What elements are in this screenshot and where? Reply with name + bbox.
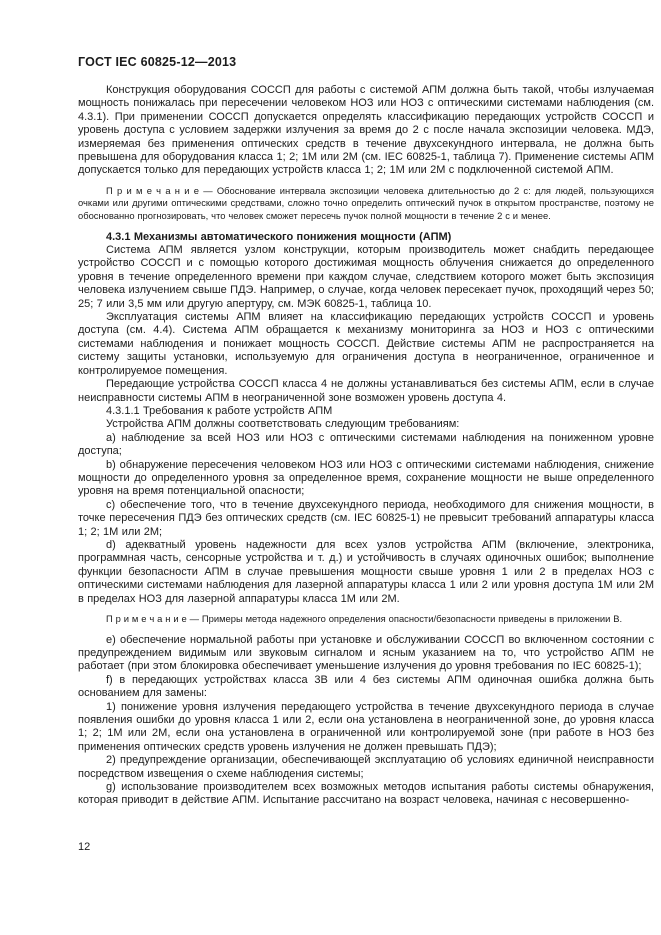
list-item-g: g) использование производителем всех возможных методов испытания работы системы обнаружения, которая приводит в действие АПМ. Испытание рассчитано на возраст человека, начиная с несовершенно-: [78, 781, 654, 807]
paragraph-apm-system: Система АПМ является узлом конструкции, которым производитель может снабдить передающее устройство СОССП и с помощью которого достижимая мощность облучения снижается до определенного уровня в течение определенного времени при каждом случае, следствием которого может быть экспозиция человека излучением свыше ПДЭ. Например, о случае, когда человек пересекает пучок, проходящий через 50; 25; 7 или 3,5 мм или другую апертуру, см. МЭК 60825-1, таблица 10.: [78, 244, 654, 310]
list-item-f-2: 2) предупреждение организации, обеспечивающей эксплуатацию об условиях единичной неисправности посредством извещения о схеме наблюдения системы;: [78, 754, 654, 780]
paragraph-class4-restriction: Передающие устройства СОССП класса 4 не должны устанавливаться без системы АПМ, если в случае неисправности системы АПМ в неограниченной зоне возможен уровень доступа 4.: [78, 378, 654, 404]
list-item-b: b) обнаружение пересечения человеком НОЗ или НОЗ с оптическими системами наблюдения, снижение мощности до определенного уровня за определенное время, сохранение мощности не выше определенного уровня на время потенциальной опасности;: [78, 458, 654, 498]
paragraph-apm-design: Конструкция оборудования СОССП для работы с системой АПМ должна быть такой, чтобы излучаемая мощность понижалась при пересечении человеком НОЗ или НОЗ с оптическими системами наблюдения (см. 4.3.1). При применении СОССП допускается определять классификацию передающих устройств СОССП и уровень доступа с условием задержки излучения за время до 2 с после начала экспозиции человека. МДЭ, измеряемая без применения оптических средств в течение двухсекундного интервала, не должна быть превышена для оборудования класса 1; 2; 1М или 2М (см. IEC 60825-1, таблица 7). Применение системы АПМ допускается только для передающих устройств класса 1; 2; 1М или 2М с подключенной системой АПМ.: [78, 84, 654, 177]
list-item-d: d) адекватный уровень надежности для всех узлов устройства АПМ (включение, электроника, программная часть, сенсорные устройства и т. д.) и устойчивость в случаях одиночных ошибок; выполнение функции безопасности АПМ в случае превышения мощности свыше уровня 1 или 2 в пределах НОЗ с оптическими системами наблюдения для лазерной аппаратуры класса 1 или 2 или уровня доступа 1М или 2М в пределах НОЗ для лазерной аппаратуры класса 1М или 2М.: [78, 538, 654, 605]
page-number: 12: [78, 841, 91, 853]
list-item-c: c) обеспечение того, что в течение двухсекундного периода, необходимого для снижения мощности, в точке пересечения ПДЭ без оптических средств (см. IEC 60825-1) не превысит требований аппаратуры класса 1; 2; 1М или 2М;: [78, 498, 654, 538]
note-exposure-interval: П р и м е ч а н и е — Обоснование интервала экспозиции человека длительностью до 2 с: для людей, пользующихся очками или другими оптическими средствами, сложно точно определить оптический пучок в открытом пространстве, поэтому не обоснованно прогнозировать, что человек сможет пересечь пучок полной мощности в течение 2 с и менее.: [78, 184, 654, 222]
heading-4-3-1-1: 4.3.1.1 Требования к работе устройств АПМ: [106, 404, 333, 417]
heading-4-3-1: 4.3.1 Механизмы автоматического понижения мощности (АПМ): [106, 230, 452, 243]
list-item-f: f) в передающих устройствах класса 3В или 4 без системы АПМ одиночная ошибка должна быть основанием для замены:: [78, 673, 654, 700]
list-item-f-1: 1) понижение уровня излучения передающего устройства в течение двухсекундного периода в случае появления ошибки до уровня класса 1 или 2, если она установлена в неограниченной зоне, до уровня класса 1; 2; 1М или 2М, если она установлена в ограниченной или контролируемой зоне (при работе в НОЗ без применения оптических средств уровень излучения не должен превышать ПДЭ);: [78, 700, 654, 753]
paragraph-requirements-intro: Устройства АПМ должны соответствовать следующим требованиям:: [106, 418, 460, 431]
list-item-a: a) наблюдение за всей НОЗ или НОЗ с оптическими системами наблюдения на пониженном уровне доступа;: [78, 431, 654, 458]
paragraph-apm-operation: Эксплуатация системы АПМ влияет на классификацию передающих устройств СОССП и уровень доступа (см. 4.4). Система АПМ обращается к механизму мониторинга за НОЗ и НОЗ с оптическими системами наблюдения и понижает мощность СОССП. Действие системы АПМ не распространяется на систему защиты установки, используемую для ограничения доступа в неограниченное, ограниченное и контролируемое помещения.: [78, 311, 654, 377]
list-item-e: e) обеспечение нормальной работы при установке и обслуживании СОССП во включенном состоянии с предупреждением видимым или звуковым сигналом и ясным указанием на то, что устройство АПМ не работает (при этом блокировка обеспечивает уменьшение излучения до уровня требования по IEC 60825-1);: [78, 633, 654, 673]
note-hazard-safety-examples: П р и м е ч а н и е — Примеры метода надежного определения опасности/безопасности приведены в приложении В.: [106, 613, 623, 624]
standard-designation-header: ГОСТ IEC 60825-12—2013: [78, 55, 237, 69]
